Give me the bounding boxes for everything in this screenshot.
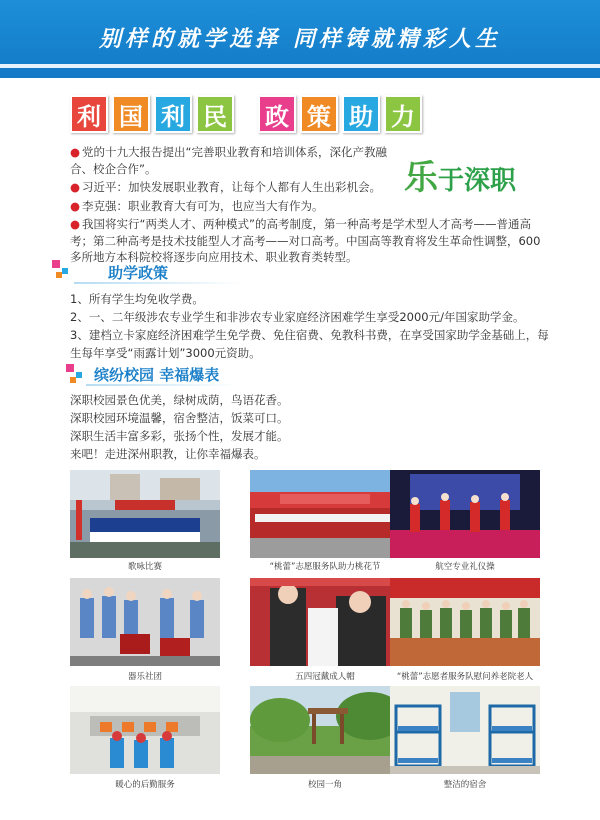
bullet-dot-icon: ● <box>70 180 81 194</box>
deco-square-icon <box>70 377 76 383</box>
photo-caption: 整洁的宿舍 <box>443 780 487 790</box>
photo-caption: 航空专业礼仪操 <box>435 562 495 572</box>
section-underline <box>74 282 244 284</box>
aid-item: 3、建档立卡家庭经济困难学生免学费、免住宿费、免教科书费，在享受国家助学金基础上，每生每年享受“雨露计划”3000元资助。 <box>70 328 549 360</box>
photo-dormitory <box>390 686 540 774</box>
aid-item: 2、一、二年级涉农专业学生和非涉农专业家庭经济困难学生享受2000元/年国家助学金。 <box>70 310 525 324</box>
policy-item <box>70 216 550 266</box>
deco-square-icon <box>62 268 68 274</box>
heading-tile: 助 <box>342 95 380 133</box>
photo-caption: 校园一角 <box>307 780 342 790</box>
header-title: 别样的就学选择 同样铸就精彩人生 <box>99 26 501 52</box>
heading-tile: 国 <box>112 95 150 133</box>
aid-section-title: 助学政策 <box>108 264 169 282</box>
heading-tile: 力 <box>384 95 422 133</box>
photo-peach-festival <box>250 470 400 558</box>
policy-text: 党的十九大报告提出“完善职业教育和培训体系，深化产教融合、校企合作”。 <box>70 145 388 176</box>
policy-text: 李克强：职业教育大有可为，也应当大有作为。 <box>82 198 324 213</box>
photo-caption: 五四冠戴成人帽 <box>295 672 355 682</box>
photo-campus-corner <box>250 686 400 774</box>
photo-caption: 暖心的后勤服务 <box>115 780 175 790</box>
campus-line: 深职校园环境温馨，宿舍整洁，饭菜可口。 <box>70 411 289 425</box>
policy-item <box>70 198 400 215</box>
bullet-dot-icon: ● <box>70 217 81 231</box>
campus-section-title: 缤纷校园 幸福爆表 <box>94 366 220 384</box>
photo-singing-contest <box>70 470 220 558</box>
heading-tile: 政 <box>258 95 296 133</box>
photo-nursing-home-visit <box>390 578 540 666</box>
deco-square-icon <box>52 260 60 268</box>
photo-aviation-etiquette <box>390 470 540 558</box>
deco-square-icon <box>66 364 74 372</box>
policy-text: 我国将实行“两类人才、两种模式”的高考制度，第一种高考是学术型人才高考——普通高考；第二种高考是技术技能型人才高考——对口高考。中国高等教育将发生革命性调整，600多所地方本科院校将逐步向应用技术、职业教育类转型。 <box>70 217 541 264</box>
section-underline <box>86 384 236 386</box>
slogan-big-char: 乐 <box>404 158 438 198</box>
heading-tile: 策 <box>300 95 338 133</box>
campus-line: 深职校园景色优美，绿树成荫，鸟语花香。 <box>70 393 289 407</box>
campus-text <box>70 391 550 463</box>
aid-item: 1、所有学生均免收学费。 <box>70 292 204 306</box>
policy-heading <box>70 95 426 137</box>
heading-tile: 利 <box>154 95 192 133</box>
heading-tile: 民 <box>196 95 234 133</box>
photo-caption: 器乐社团 <box>127 672 162 682</box>
deco-square-icon <box>76 372 82 378</box>
photo-caption: 歌咏比赛 <box>127 562 162 572</box>
photo-caption: “桃蕾”志愿者服务队慰问养老院老人 <box>396 672 534 682</box>
aid-list <box>70 290 550 362</box>
header-banner <box>0 0 600 78</box>
slogan <box>404 150 554 199</box>
deco-square-icon <box>56 272 62 278</box>
photo-logistics-service <box>70 686 220 774</box>
policy-item <box>70 179 400 196</box>
slogan-rest: 于深职 <box>438 166 517 196</box>
photo-music-club <box>70 578 220 666</box>
campus-line: 来吧！走进深州职教，让你幸福爆表。 <box>70 447 266 461</box>
heading-tile: 利 <box>70 95 108 133</box>
photo-caption: “桃蕾”志愿服务队助力桃花节 <box>269 562 381 572</box>
policy-item <box>70 144 400 177</box>
policy-text: 习近平：加快发展职业教育，让每个人都有人生出彩机会。 <box>82 180 382 194</box>
header-stripe <box>0 64 600 68</box>
bullet-dot-icon: ● <box>70 145 81 159</box>
campus-line: 深职生活丰富多彩，张扬个性，发展才能。 <box>70 429 289 443</box>
photo-coming-of-age <box>250 578 400 666</box>
bullet-dot-icon: ● <box>70 198 81 213</box>
